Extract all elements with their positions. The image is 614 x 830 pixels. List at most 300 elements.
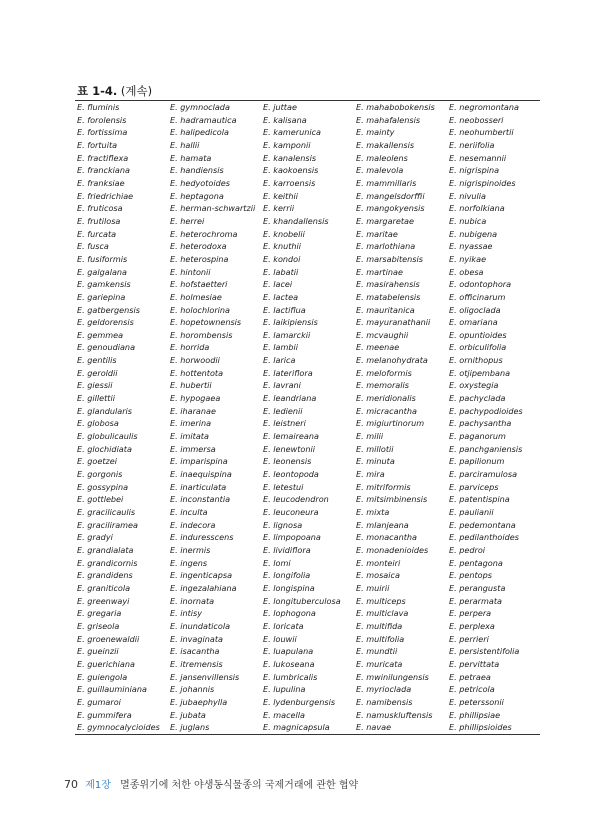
species-cell: E. lactiflua — [263, 304, 306, 315]
species-cell: E. pachypodioides — [449, 405, 523, 416]
species-cell: E. longituberculosa — [263, 595, 341, 606]
species-cell: E. guerichiana — [77, 658, 135, 669]
species-cell: E. nivulia — [449, 190, 487, 201]
species-cell: E. leonensis — [263, 456, 312, 467]
species-cell: E. gemmea — [77, 329, 124, 340]
species-cell: E. pervittata — [449, 658, 500, 669]
species-cell: E. milii — [356, 431, 384, 442]
species-cell: E. induresscens — [170, 532, 234, 543]
species-cell: E. meenae — [356, 342, 400, 353]
species-cell: E. oligoclada — [449, 304, 501, 315]
species-cell: E. longispina — [263, 582, 315, 593]
species-cell: E. kalisana — [263, 114, 307, 125]
species-cell: E. perrieri — [449, 633, 489, 644]
species-cell: E. groenewaldii — [77, 633, 140, 644]
species-cell: E. khandallensis — [263, 215, 329, 226]
species-cell: E. micracantha — [356, 405, 417, 416]
species-cell: E. mammillaris — [356, 177, 417, 188]
species-cell: E. giessii — [77, 380, 113, 391]
species-cell: E. mitsimbinensis — [356, 494, 428, 505]
species-cell: E. inconstantia — [170, 494, 231, 505]
species-cell: E. forolensis — [77, 114, 127, 125]
species-cell: E. nubica — [449, 215, 487, 226]
table-row — [75, 228, 540, 241]
species-cell: E. gentilis — [77, 355, 117, 366]
species-cell: E. mahafalensis — [356, 114, 421, 125]
species-cell: E. knobelii — [263, 228, 305, 239]
table-caption — [77, 83, 152, 99]
species-cell: E. horrida — [170, 342, 210, 353]
species-cell: E. imparispina — [170, 456, 228, 467]
table-row — [75, 291, 540, 304]
species-cell: E. inaequispina — [170, 469, 232, 480]
species-cell: E. omariana — [449, 317, 498, 328]
species-cell: E. pentops — [449, 570, 492, 581]
species-cell: E. ornithopus — [449, 355, 503, 366]
table-row — [75, 139, 540, 152]
species-cell: E. kaokoensis — [263, 165, 319, 176]
species-cell: E. mayuranathanii — [356, 317, 431, 328]
species-cell: E. mosaica — [356, 570, 400, 581]
species-cell: E. iharanae — [170, 405, 216, 416]
species-cell: E. holmesiae — [170, 291, 222, 302]
species-cell: E. muricata — [356, 658, 403, 669]
species-cell: E. labatii — [263, 266, 299, 277]
species-cell: E. gatbergensis — [77, 304, 140, 315]
species-cell: E. mangelsdorffii — [356, 190, 425, 201]
species-cell: E. handiensis — [170, 165, 224, 176]
species-cell: E. masirahensis — [356, 279, 420, 290]
species-cell: E. luapulana — [263, 646, 314, 657]
table-row — [75, 595, 540, 608]
species-cell: E. gamkensis — [77, 279, 131, 290]
species-cell: E. mauritanica — [356, 304, 415, 315]
species-cell: E. meloformis — [356, 367, 412, 378]
species-cell: E. multifida — [356, 620, 403, 631]
species-cell: E. mcvaughii — [356, 329, 409, 340]
species-cell: E. juttae — [263, 102, 297, 112]
table-row — [75, 329, 540, 342]
table-row — [75, 696, 540, 709]
species-cell: E. melanohydrata — [356, 355, 428, 366]
species-cell: E. kamponii — [263, 139, 311, 150]
species-cell: E. makallensis — [356, 139, 415, 150]
species-cell: E. monadenioides — [356, 544, 429, 555]
species-cell: E. imerina — [170, 418, 212, 429]
species-cell: E. lividiflora — [263, 544, 311, 555]
table-row — [75, 506, 540, 519]
species-cell: E. gracilicaulis — [77, 507, 136, 517]
species-cell: E. lumbricalis — [263, 671, 318, 682]
species-cell: E. frutilosa — [77, 215, 121, 226]
species-cell: E. mitriformis — [356, 481, 411, 492]
species-cell: E. petraea — [449, 671, 491, 682]
species-cell: E. perangusta — [449, 582, 506, 593]
table-row — [75, 278, 540, 291]
species-cell: E. hypogaea — [170, 393, 221, 404]
species-cell: E. heterospina — [170, 253, 229, 264]
species-cell: E. pedilanthoides — [449, 532, 519, 543]
species-cell: E. lamarckii — [263, 329, 311, 340]
species-cell: E. pachysantha — [449, 418, 512, 429]
species-cell: E. malevola — [356, 165, 404, 176]
species-cell: E. nigrispinoides — [449, 177, 516, 188]
table-row — [75, 519, 540, 532]
species-cell: E. inornata — [170, 595, 215, 606]
species-cell: E. oxystegia — [449, 380, 499, 391]
species-table — [75, 101, 540, 734]
species-cell: E. monteiri — [356, 557, 401, 568]
species-cell: E. gossypina — [77, 481, 129, 492]
table-row — [75, 215, 540, 228]
table-row — [75, 569, 540, 582]
species-cell: E. millotii — [356, 443, 394, 454]
table-row — [75, 557, 540, 570]
species-cell: E. persistentifolia — [449, 646, 520, 657]
species-cell: E. lenewtonii — [263, 443, 315, 454]
species-cell: E. orbiculifolia — [449, 342, 507, 353]
species-cell: E. memoralis — [356, 380, 409, 391]
species-cell: E. herrei — [170, 215, 205, 226]
species-cell: E. leucodendron — [263, 494, 329, 505]
species-cell: E. pedemontana — [449, 519, 516, 530]
species-cell: E. paganorum — [449, 431, 506, 442]
species-cell: E. galgalana — [77, 266, 128, 277]
species-cell: E. neohumbertii — [449, 127, 514, 138]
species-cell: E. karroensis — [263, 177, 316, 188]
species-cell: E. nubigena — [449, 228, 498, 239]
species-cell: E. lambii — [263, 342, 298, 353]
species-cell: E. graciliramea — [77, 519, 138, 530]
species-cell: E. herman-schwartzii — [170, 203, 256, 214]
table-row — [75, 417, 540, 430]
species-cell: E. phillipsioides — [449, 722, 512, 733]
species-cell: E. greenwayi — [77, 595, 130, 606]
species-cell: E. hamata — [170, 152, 212, 163]
footer-title: 멸종위기에 처한 야생동식물종의 국제거래에 관한 협약 — [120, 780, 359, 791]
species-cell: E. muirii — [356, 582, 390, 593]
species-cell: E. loricata — [263, 620, 304, 631]
species-cell: E. meridionalis — [356, 393, 416, 404]
species-cell: E. holochlorina — [170, 304, 230, 315]
species-cell: E. perarmata — [449, 595, 502, 606]
species-cell: E. gummifera — [77, 709, 132, 720]
species-cell: E. ingens — [170, 557, 208, 568]
table-row — [75, 240, 540, 253]
table-row — [75, 468, 540, 481]
species-cell: E. ledienii — [263, 405, 303, 416]
species-cell: E. ingezalahiana — [170, 582, 237, 593]
species-cell: E. norfolkiana — [449, 203, 505, 214]
species-cell: E. maritae — [356, 228, 398, 239]
table-row — [75, 341, 540, 354]
species-cell: E. macella — [263, 709, 305, 720]
species-cell: E. hedyotoides — [170, 177, 230, 188]
species-cell: E. minuta — [356, 456, 395, 467]
species-cell: E. neriifolia — [449, 139, 495, 150]
species-cell: E. furcata — [77, 228, 117, 239]
table-row — [75, 405, 540, 418]
species-cell: E. guillauminiana — [77, 684, 147, 695]
species-cell: E. kamerunica — [263, 127, 322, 138]
species-cell: E. odontophora — [449, 279, 512, 290]
species-cell: E. inarticulata — [170, 481, 227, 492]
species-cell: E. larica — [263, 355, 296, 366]
species-cell: E. kanalensis — [263, 152, 317, 163]
species-cell: E. hottentota — [170, 367, 224, 378]
table-row — [75, 164, 540, 177]
species-cell: E. geroldii — [77, 367, 118, 378]
species-cell: E. letestui — [263, 481, 304, 492]
species-cell: E. petricola — [449, 684, 495, 695]
species-cell: E. navae — [356, 722, 392, 733]
species-cell: E. phillipsiae — [449, 709, 501, 720]
species-cell: E. namuskluftensis — [356, 709, 433, 720]
species-cell: E. griseola — [77, 620, 120, 631]
table-row — [75, 607, 540, 620]
table-row — [75, 645, 540, 658]
species-cell: E. pachyclada — [449, 393, 506, 404]
species-cell: E. immersa — [170, 443, 216, 454]
species-cell: E. hopetownensis — [170, 317, 242, 328]
species-cell: E. grandialata — [77, 544, 134, 555]
species-cell: E. halipedicola — [170, 127, 229, 138]
species-cell: E. horombensis — [170, 329, 233, 340]
table-row — [75, 531, 540, 544]
table-row — [75, 177, 540, 190]
species-cell: E. lignosa — [263, 519, 303, 530]
species-cell: E. parciramulosa — [449, 469, 518, 480]
species-cell: E. glochidiata — [77, 443, 132, 454]
species-cell: E. maleolens — [356, 152, 408, 163]
species-cell: E. mwinilungensis — [356, 671, 429, 682]
species-cell: E. mundtii — [356, 646, 398, 657]
species-cell: E. mahabobokensis — [356, 102, 435, 112]
species-cell: E. multiceps — [356, 595, 406, 606]
species-cell: E. lukoseana — [263, 658, 315, 669]
species-cell: E. laikipiensis — [263, 317, 318, 328]
species-cell: E. matabelensis — [356, 291, 421, 302]
species-cell: E. inermis — [170, 544, 211, 555]
species-cell: E. myrioclada — [356, 684, 412, 695]
species-cell: E. ingenticapsa — [170, 570, 233, 581]
species-cell: E. perplexa — [449, 620, 495, 631]
table-row — [75, 481, 540, 494]
chapter-label: 제1장 — [85, 780, 111, 791]
species-cell: E. lomi — [263, 557, 291, 568]
species-cell: E. monacantha — [356, 532, 417, 543]
table-row — [75, 101, 540, 114]
species-cell: E. fortuita — [77, 139, 118, 150]
species-cell: E. pentagona — [449, 557, 503, 568]
species-cell: E. leistneri — [263, 418, 306, 429]
species-cell: E. imitata — [170, 431, 209, 442]
species-cell: E. negromontana — [449, 102, 519, 112]
species-cell: E. horwoodii — [170, 355, 220, 366]
species-cell: E. juglans — [170, 722, 210, 733]
table-row — [75, 721, 540, 734]
table-row — [75, 126, 540, 139]
species-cell: E. hubertii — [170, 380, 212, 391]
species-cell: E. jubaephylla — [170, 696, 228, 707]
species-cell: E. lacei — [263, 279, 293, 290]
species-cell: E. margaretae — [356, 215, 414, 226]
species-cell: E. nigrispina — [449, 165, 500, 176]
species-cell: E. lateriflora — [263, 367, 313, 378]
species-cell: E. indecora — [170, 519, 216, 530]
species-cell: E. mlanjeana — [356, 519, 409, 530]
species-cell: E. gillettii — [77, 393, 115, 404]
species-cell: E. keithii — [263, 190, 298, 201]
table-row — [75, 152, 540, 165]
species-cell: E. gottlebei — [77, 494, 124, 505]
species-cell: E. kerrii — [263, 203, 295, 214]
species-cell: E. jubata — [170, 709, 206, 720]
species-cell: E. paulianii — [449, 507, 494, 517]
species-cell: E. officinarum — [449, 291, 506, 302]
table-row — [75, 114, 540, 127]
table-row — [75, 266, 540, 279]
table-row — [75, 430, 540, 443]
table-row — [75, 582, 540, 595]
species-cell: E. lavrani — [263, 380, 301, 391]
species-cell: E. hallii — [170, 139, 200, 150]
species-cell: E. neobosseri — [449, 114, 504, 125]
species-cell: E. fortissima — [77, 127, 128, 138]
table-row — [75, 544, 540, 557]
species-cell: E. genoudiana — [77, 342, 136, 353]
species-cell: E. lactea — [263, 291, 299, 302]
species-cell: E. franckiana — [77, 165, 130, 176]
table-number: 표 1-4. — [77, 84, 118, 98]
species-cell: E. fusiformis — [77, 253, 128, 264]
table-row — [75, 633, 540, 646]
species-cell: E. nyikae — [449, 253, 487, 264]
table-row — [75, 202, 540, 215]
species-cell: E. multifolia — [356, 633, 405, 644]
table-continued-note: (계속) — [120, 84, 153, 98]
table-row — [75, 392, 540, 405]
species-cell: E. geldorensis — [77, 317, 134, 328]
table-row — [75, 316, 540, 329]
species-cell: E. globosa — [77, 418, 119, 429]
species-cell: E. mixta — [356, 507, 390, 517]
species-cell: E. lydenburgensis — [263, 696, 336, 707]
species-cell: E. gumaroi — [77, 696, 121, 707]
species-cell: E. fluminis — [77, 102, 120, 112]
species-cell: E. gueinzii — [77, 646, 119, 657]
species-cell: E. gymnoclada — [170, 102, 230, 112]
species-cell: E. hintonii — [170, 266, 211, 277]
species-table-body — [75, 101, 540, 734]
species-cell: E. invaginata — [170, 633, 223, 644]
species-cell: E. jansenvillensis — [170, 671, 240, 682]
table-row — [75, 658, 540, 671]
table-row — [75, 304, 540, 317]
species-cell: E. grandicornis — [77, 557, 138, 568]
table-row — [75, 443, 540, 456]
species-cell: E. glandularis — [77, 405, 133, 416]
table-row — [75, 620, 540, 633]
species-cell: E. otjipembana — [449, 367, 511, 378]
species-cell: E. patentispina — [449, 494, 510, 505]
species-cell: E. knuthii — [263, 241, 302, 252]
table-bottom-rule — [75, 734, 540, 735]
species-cell: E. marsabitensis — [356, 253, 423, 264]
table-row — [75, 253, 540, 266]
table-row — [75, 455, 540, 468]
species-cell: E. nesemannii — [449, 152, 507, 163]
species-cell: E. louwii — [263, 633, 297, 644]
species-cell: E. gradyi — [77, 532, 113, 543]
species-cell: E. panchganiensis — [449, 443, 523, 454]
species-cell: E. parviceps — [449, 481, 499, 492]
species-cell: E. gregaria — [77, 608, 122, 619]
species-cell: E. namibensis — [356, 696, 413, 707]
species-cell: E. peterssonii — [449, 696, 504, 707]
species-cell: E. pedroi — [449, 544, 486, 555]
species-cell: E. goetzei — [77, 456, 117, 467]
species-cell: E. heterochroma — [170, 228, 238, 239]
species-cell: E. gariepina — [77, 291, 126, 302]
table-row — [75, 190, 540, 203]
species-cell: E. hofstaetteri — [170, 279, 228, 290]
species-cell: E. obesa — [449, 266, 484, 277]
species-cell: E. papilionum — [449, 456, 505, 467]
table-row — [75, 683, 540, 696]
species-cell: E. heptagona — [170, 190, 224, 201]
species-cell: E. martinae — [356, 266, 403, 277]
table-row — [75, 671, 540, 684]
species-cell: E. mira — [356, 469, 385, 480]
species-cell: E. nyassae — [449, 241, 493, 252]
species-cell: E. leontopoda — [263, 469, 319, 480]
species-cell: E. grandidens — [77, 570, 133, 581]
species-cell: E. migiurtinorum — [356, 418, 425, 429]
table-row — [75, 367, 540, 380]
species-cell: E. graniticola — [77, 582, 131, 593]
species-cell: E. perpera — [449, 608, 492, 619]
table-row — [75, 709, 540, 722]
species-cell: E. limpopoana — [263, 532, 321, 543]
species-cell: E. lemaireana — [263, 431, 319, 442]
species-cell: E. intisy — [170, 608, 203, 619]
species-cell: E. mainty — [356, 127, 395, 138]
species-cell: E. leuconeura — [263, 507, 319, 517]
species-cell: E. lupulina — [263, 684, 306, 695]
species-cell: E. leandriana — [263, 393, 317, 404]
species-cell: E. franksiae — [77, 177, 125, 188]
species-cell: E. johannis — [170, 684, 215, 695]
table-row — [75, 354, 540, 367]
species-cell: E. gymnocalycioides — [77, 722, 160, 733]
species-cell: E. isacantha — [170, 646, 220, 657]
species-cell: E. itremensis — [170, 658, 223, 669]
table-row — [75, 493, 540, 506]
species-cell: E. hadramautica — [170, 114, 237, 125]
species-cell: E. fusca — [77, 241, 109, 252]
species-cell: E. heterodoxa — [170, 241, 227, 252]
table-row — [75, 379, 540, 392]
species-cell: E. multiclava — [356, 608, 409, 619]
species-cell: E. marlothiana — [356, 241, 416, 252]
species-cell: E. inculta — [170, 507, 208, 517]
page-number: 70 — [64, 778, 78, 791]
species-cell: E. friedrichiae — [77, 190, 134, 201]
species-cell: E. fractiflexa — [77, 152, 129, 163]
species-cell: E. guiengola — [77, 671, 128, 682]
species-cell: E. mangokyensis — [356, 203, 425, 214]
